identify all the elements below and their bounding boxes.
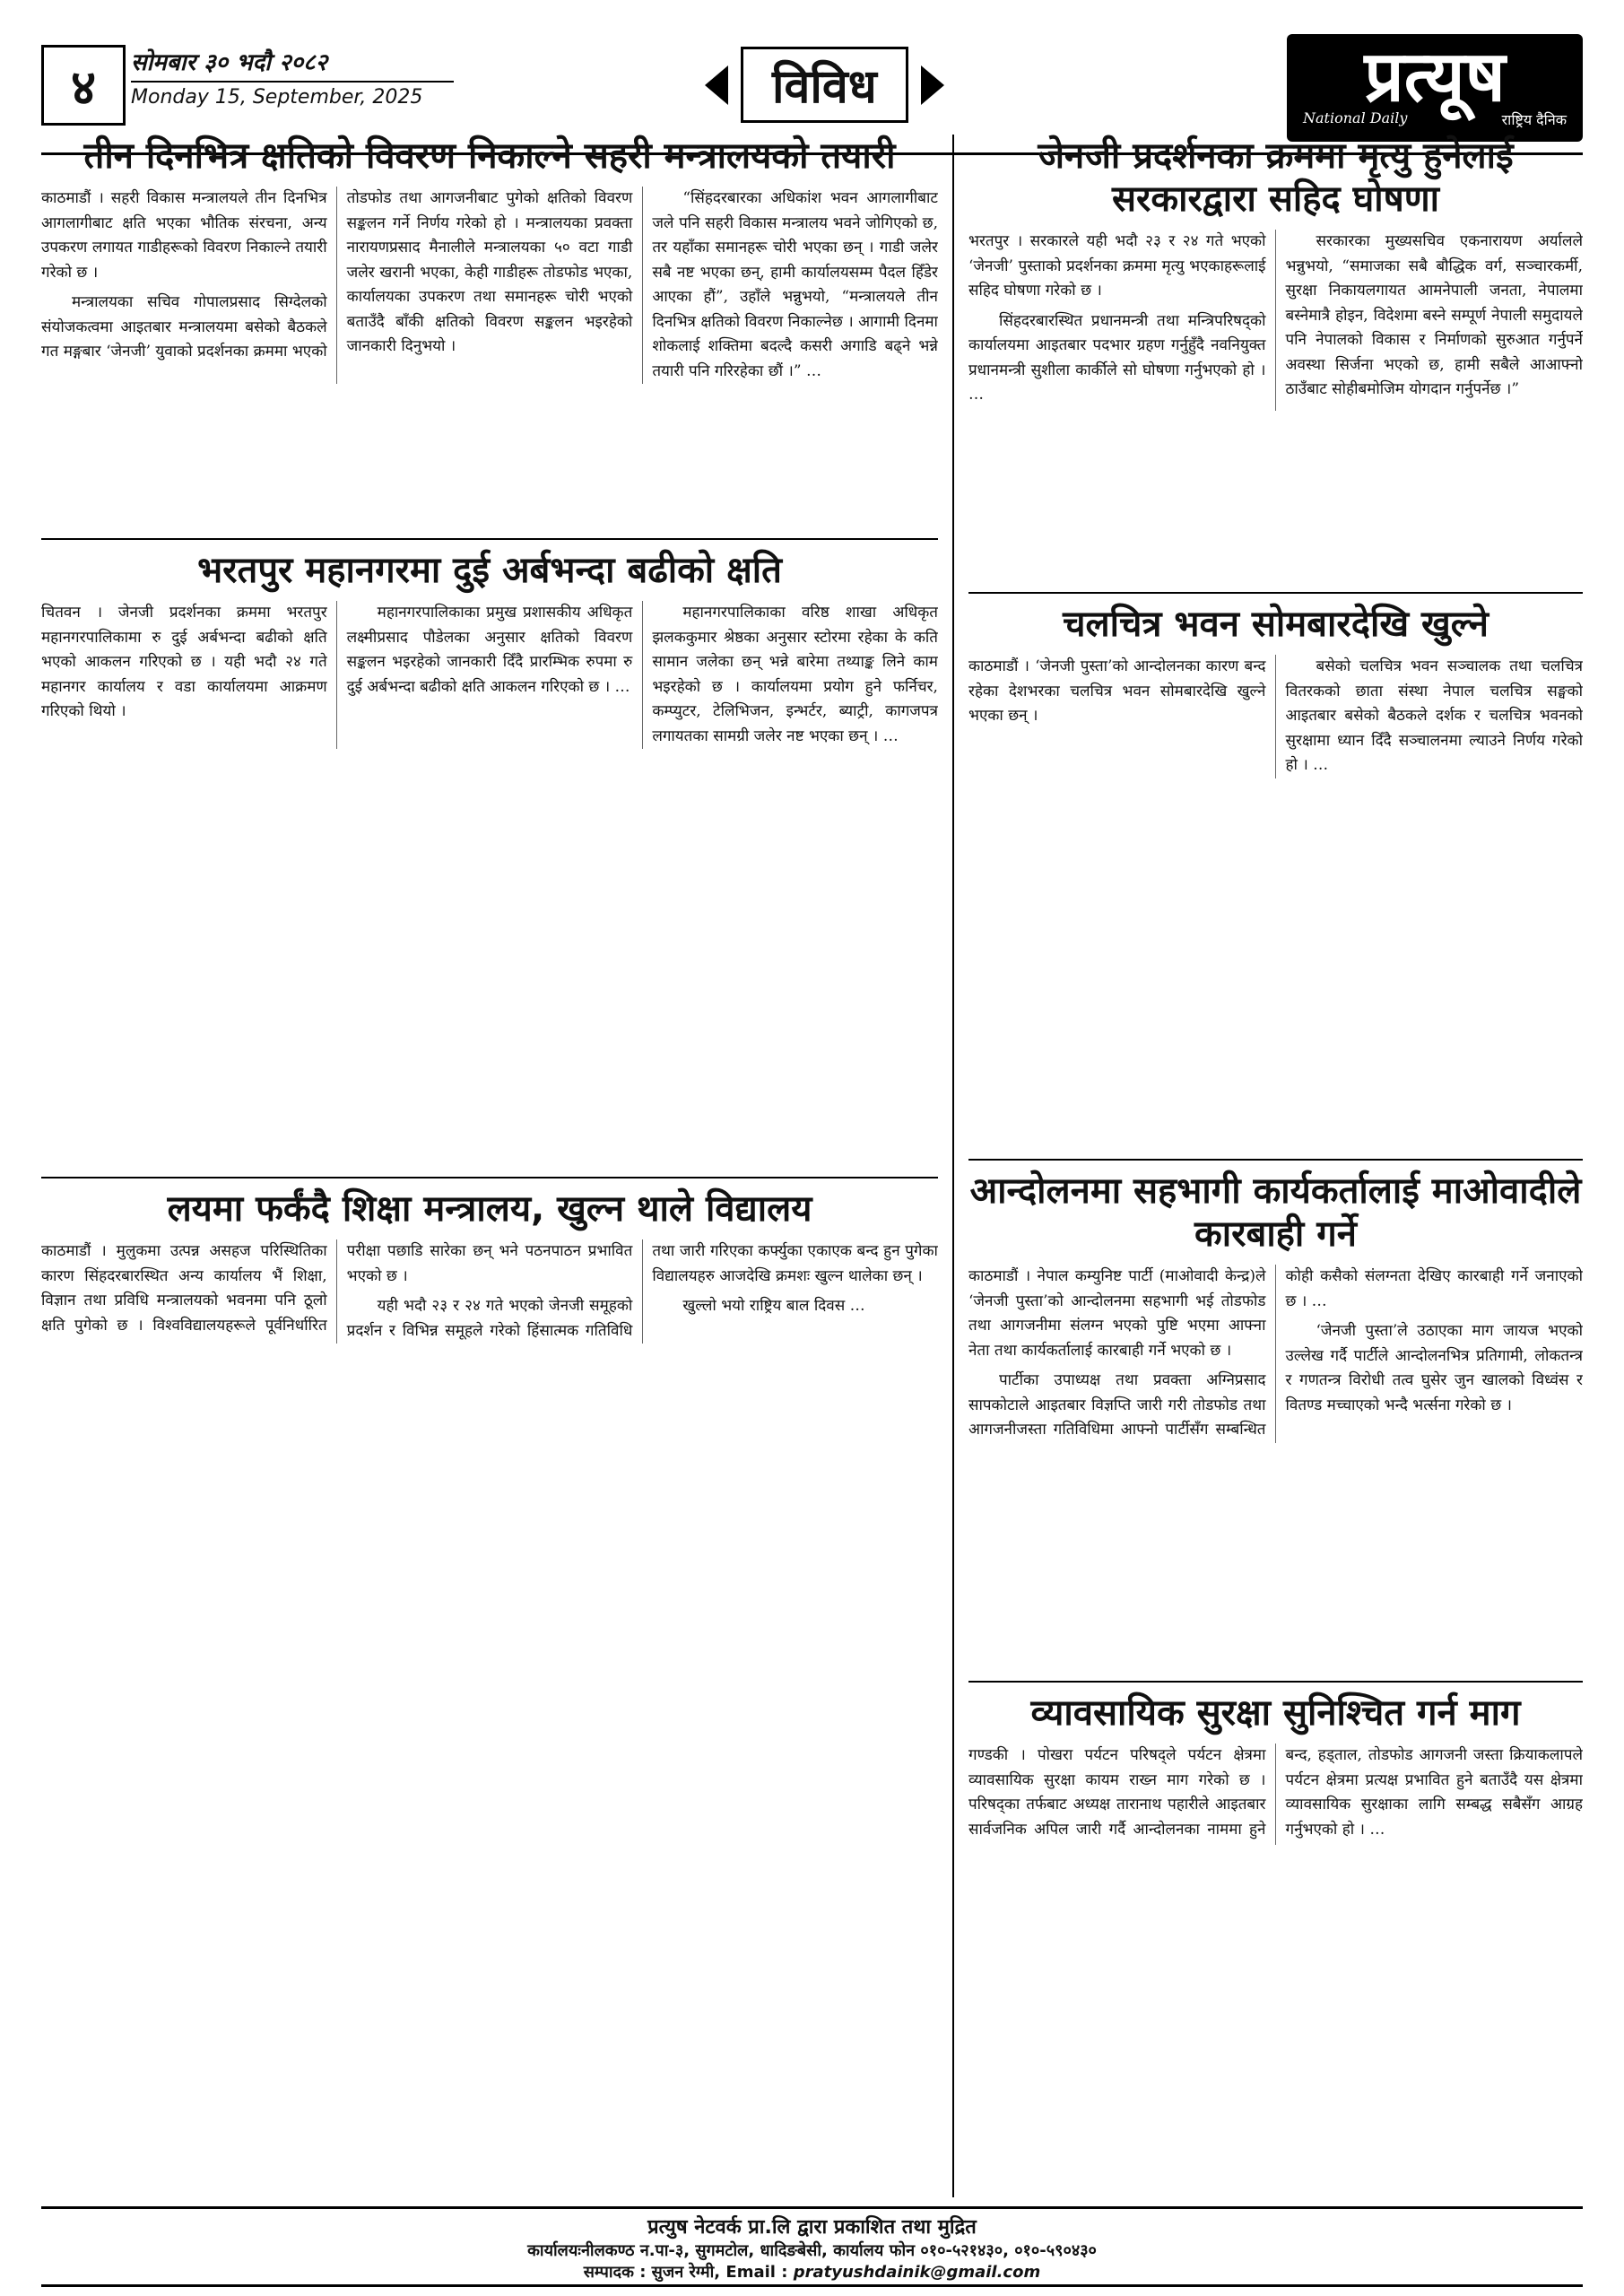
article-paragraph: गण्डकी । पोखरा पर्यटन परिषद्ले पर्यटन क्षेत्रमा व्यावसायिक सुरक्षा कायम राख्न माग गरेको छ । परिषद्का तर्फबाट अध्यक्ष तारानाथ पहारीले आइतबार सार्वजनिक अपिल जारी गर्दै आन्दोलनका नाममा हुने बन्द, हड्ताल, तोडफोड आगजनी जस्ता क्रियाकलापले पर्यटन क्षेत्रमा प्रत्यक्ष प्रभावित हुने बताउँदै यस क्षेत्रमा व्यावसायिक सुरक्षाका लागि सम्बद्ध सबैसँग आग्रह गर्नुभएको हो । … [968, 1746, 1583, 1839]
article-body [968, 230, 1583, 411]
triangle-right-icon [921, 65, 944, 105]
section-label: विविध [741, 47, 908, 123]
article-maoist-action [968, 1170, 1583, 1672]
article-paragraph: काठमाडौं । नेपाल कम्युनिष्ट पार्टी (माओवादी केन्द्र)ले ‘जेनजी पुस्ता’को आन्दोलनमा सहभागी भई तोडफोड तथा आगजनीमा संलग्न भएको पुष्टि भएमा आफ्ना नेता तथा कार्यकर्तालाई कारबाही गर्ने भएको छ । [968, 1267, 1266, 1360]
page-footer [41, 2206, 1583, 2287]
article-body [41, 601, 938, 749]
article-paragraph: महानगरपालिकाका प्रमुख प्रशासकीय अधिकृत लक्ष्मीप्रसाद पौडेलका अनुसार क्षतिको विवरण सङ्कलन भइरहेको जानकारी दिँदै प्रारम्भिक रुपमा रु दुई अर्बभन्दा बढीको क्षति आकलन गरिएको छ । … [346, 604, 633, 696]
triangle-left-icon [705, 65, 728, 105]
article-body [41, 1239, 938, 1344]
article-education-ministry [41, 1187, 938, 2192]
footer-editor: सम्पादक : सुजन रेग्मी, [583, 2263, 721, 2282]
article-paragraph: सिंहदरबारस्थित प्रधानमन्त्री तथा मन्त्रिपरिषद्को कार्यालयमा आइतबार पदभार ग्रहण गर्नुहुँदै नवनियुक्त प्रधानमन्त्री सुशीला कार्कीले सो घोषणा गर्नुभएको हो । … [968, 311, 1266, 404]
article-body [968, 1744, 1583, 1845]
article-headline: जेनजी प्रदर्शनका क्रममा मृत्यु हुनेलाई सरकारद्वारा सहिद घोषणा [1038, 135, 1514, 220]
article-paragraph: काठमाडौं । मुलुकमा उत्पन्न असहज परिस्थितिका कारण सिंहदरबारस्थित अन्य कार्यालय भैं शिक्षा, विज्ञान तथा प्रविधि मन्त्रालयको भवनमा पनि ठूलो क्षति पुगेको छ । विश्वविद्यालयहरूले पूर्वनिर्धारित परीक्षा पछाडि सारेका छन् भने पठनपाठन प्रभावित भएको छ । [41, 1242, 633, 1335]
article-paragraph: काठमाडौं । ‘जेनजी पुस्ता’को आन्दोलनका कारण बन्द रहेका देशभरका चलचित्र भवन सोमबारदेखि खुल्ने भएका छन् । [968, 657, 1266, 726]
article-headline: तीन दिनभित्र क्षतिको विवरण निकाल्ने सहरी मन्त्रालयको तयारी [83, 135, 896, 177]
article-paragraph: खुल्लो भयो राष्ट्रिय बाल दिवस … [682, 1297, 865, 1316]
article-headline: भरतपुर महानगरमा दुई अर्बभन्दा बढीको क्षति [197, 550, 782, 591]
article-body [41, 187, 938, 384]
article-paragraph: भरतपुर । सरकारले यही भदौ २३ र २४ गते भएको ‘जेनजी’ पुस्ताको प्रदर्शनका क्रममा मृत्यु भएकाहरूलाई सहिद घोषणा गरेको छ । [968, 232, 1266, 300]
divider [968, 1681, 1583, 1683]
footer-email[interactable]: pratyushdainik@gmail.com [793, 2263, 1041, 2282]
article-paragraph: महानगरपालिकाका वरिष्ठ शाखा अधिकृत झलककुमार श्रेष्ठका अनुसार स्टोरमा रहेका के कति सामान जलेका छन् भन्ने बारेमा तथ्याङ्क लिने काम भइरहेको छ । कार्यालयमा प्रयोग हुने फर्निचर, कम्प्युटर, टेलिभिजन, इन्भर्टर, ब्याट्री, कागजपत्र लगायतका सामग्री जलेर नष्ट भएका छन् । … [652, 604, 938, 745]
masthead-logo [1287, 34, 1583, 142]
masthead-nepali: राष्ट्रिय दैनिक [1501, 111, 1567, 128]
date-box [131, 45, 454, 109]
article-body [968, 655, 1583, 778]
article-headline: आन्दोलनमा सहभागी कार्यकर्तालाई माओवादीले कारबाही गर्ने [969, 1170, 1582, 1255]
footer-publisher: प्रत्युष नेटवर्क प्रा.लि द्वारा प्रकाशित तथा मुद्रित [647, 2216, 977, 2239]
article-paragraph: मन्त्रालयका सचिव गोपालप्रसाद सिग्देलको संयोजकत्वमा आइतबार मन्त्रालयमा बसेको बैठकले गत मङ्गबार ‘जेनजी’ युवाको प्रदर्शनका क्रममा भएको तोडफोड तथा आगजनीबाट पुगेको क्षतिको विवरण सङ्कलन गर्ने निर्णय गरेको हो । मन्त्रालयका प्रवक्ता नारायणप्रसाद मैनालीले मन्त्रालयका ५० वटा गाडी जलेर खरानी भएका, केही गाडीहरू तोडफोड भएका, कार्यालयका उपकरण तथा समानहरू चोरी भएको बताउँदै बाँकी क्षतिको विवरण सङ्कलन भइरहेको जानकारी दिनुभयो । [41, 189, 633, 361]
article-headline: चलचित्र भवन सोमबारदेखि खुल्ने [1063, 604, 1489, 645]
divider [968, 1159, 1583, 1161]
article-paragraph: “सिंहदरबारका अधिकांश भवन आगलागीबाट जले पनि सहरी विकास मन्त्रालय भवने जोगिएको छ, तर यहाँका समानहरू चोरी भएका छन् । गाडी जलेर सबै नष्ट भएका छन्, हामी कार्यालयसम्म पैदल हिँडेर आएका हौं”, उहाँले भन्नुभयो, “मन्त्रालयले तीन दिनभित्र क्षतिको विवरण निकाल्नेछ । आगामी दिनमा शोकलाई शक्तिमा बदल्दै कसरी अगाडि बढ्ने भन्ने तयारी पनि गरिरहेका छौं ।” … [652, 189, 938, 380]
article-ministry-damage [41, 135, 938, 529]
footer-editor-line [41, 2261, 1583, 2283]
column-divider [952, 135, 954, 2197]
page-number: ४ [41, 45, 126, 126]
article-business-security [968, 1692, 1583, 2194]
footer-email-label: Email : [725, 2263, 788, 2282]
footer-office: कार्यालयःनीलकण्ठ न.पा-३, सुगमटोल, धादिङबेसी, कार्यालय फोन ०१०-५२१४३०, ०१०-५९०४३० [527, 2241, 1097, 2260]
article-bharatpur-damage [41, 549, 938, 1168]
date-nepali: सोमबार ३० भदौ २०८२ [131, 45, 454, 83]
article-paragraph: सरकारका मुख्यसचिव एकनारायण अर्यालले भन्नुभयो, “समाजका सबै बौद्धिक वर्ग, सञ्चारकर्मी, सुरक्षा निकायलगायत आमनेपाली जनता, नेपालमा बस्नेमात्रै होइन, विदेशमा बस्ने सम्पूर्ण नेपाली समुदायले पनि नेपालको विकास र निर्माणको सुरुआत गर्नुपर्ने अवस्था सिर्जना भएको छ, हामी सबैले आआफ्नो ठाउँबाट सोहीबमोजिम योगदान गर्नुपर्नेछ ।” [1285, 232, 1583, 399]
article-paragraph: चितवन । जेनजी प्रदर्शनका क्रममा भरतपुर महानगरपालिकामा रु दुई अर्बभन्दा बढीको क्षति भएको आकलन गरिएको छ । यही भदौ २४ गते महानगर कार्यालय र वडा कार्यालयमा आक्रमण गरिएको थियो । [41, 604, 327, 721]
article-headline: व्यावसायिक सुरक्षा सुनिश्चित गर्न माग [1030, 1692, 1521, 1734]
divider [41, 1177, 938, 1178]
masthead-name: प्रत्यूष [1364, 37, 1506, 117]
date-english: Monday 15, September, 2025 [131, 86, 423, 109]
article-body [968, 1265, 1583, 1443]
section-label-wrap [705, 47, 944, 123]
divider [968, 592, 1583, 594]
article-cinema-reopen [968, 603, 1583, 1150]
article-paragraph: काठमाडौं । सहरी विकास मन्त्रालयले तीन दिनभित्र आगलागीबाट क्षति भएका भौतिक संरचना, अन्य उपकरण लगायत गाडीहरूको विवरण निकाल्ने तयारी गरेको छ । [41, 189, 327, 282]
article-paragraph: बसेको चलचित्र भवन सञ्चालक तथा चलचित्र वितरकको छाता संस्था नेपाल चलचित्र सङ्घको आइतबार बसेको बैठकले दर्शक र चलचित्र भवनको सुरक्षामा ध्यान दिँदै सञ्चालनमा ल्याउने निर्णय गरेको हो । … [1285, 657, 1583, 775]
article-paragraph: यही भदौ २३ र २४ गते भएको जेनजी समूहको प्रदर्शन र विभिन्न समूहले गरेको हिंसात्मक गतिविधि तथा जारी गरिएका कर्फ्युका एकाएक बन्द हुन पुगेका विद्यालयहरु आजदेखि क्रमशः खुल्न थालेका छन् । [346, 1242, 938, 1340]
article-headline: लयमा फर्कंदै शिक्षा मन्त्रालय, खुल्न थाले विद्यालय [167, 1188, 812, 1230]
article-paragraph: ‘जेनजी पुस्ता’ले उठाएका माग जायज भएको उल्लेख गर्दै पार्टीले आन्दोलनभित्र प्रतिगामी, लोकतन्त्र र गणतन्त्र विरोधी तत्व घुसेर जुन खालको विध्वंस र वितण्ड मच्चाएको भन्दै भर्त्सना गरेको छ । [1285, 1322, 1583, 1414]
article-martyr-declaration [968, 135, 1583, 583]
divider [41, 538, 938, 540]
article-paragraph: पार्टीका उपाध्यक्ष तथा प्रवक्ता अग्निप्रसाद सापकोटाले आइतबार विज्ञप्ति जारी गरी तोडफोड तथा आगजनीजस्ता गतिविधिमा आफ्नो पार्टीसँग सम्बन्धित कोही कसैको संलग्नता देखिए कारबाही गर्ने जनाएको छ । … [968, 1267, 1583, 1439]
masthead-english: National Daily [1303, 109, 1408, 126]
